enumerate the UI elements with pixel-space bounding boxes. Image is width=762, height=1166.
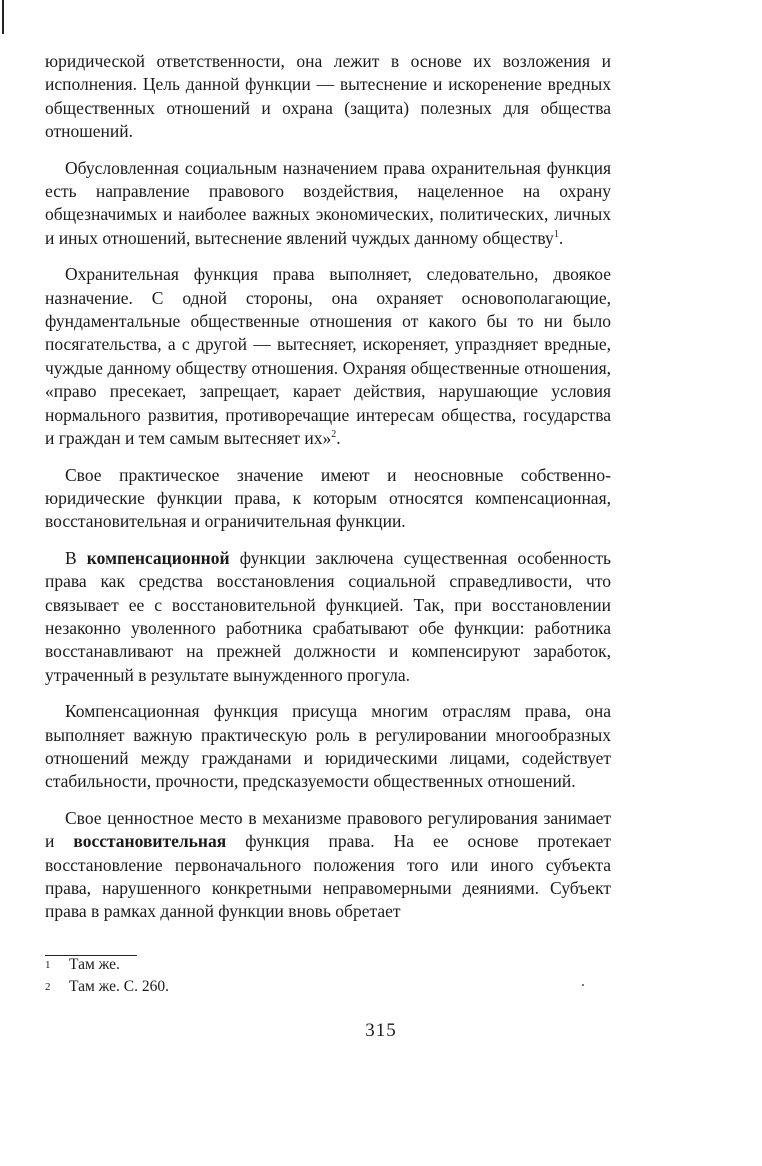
footnote-2-text: Там же. С. 260.: [69, 978, 169, 995]
paragraph-3: [45, 263, 611, 450]
paragraph-7-text: функция права. На ее основе протекает восстановление первоначального положения того или иного субъекта права, нарушенного конкретными неправомерными деяниями. Субъект права в рамках данной функции вновь обретает: [45, 831, 612, 922]
footnote-1: [45, 954, 605, 976]
paragraph-7-term: восстановительная: [73, 831, 227, 852]
footnote-1-text: Там же.: [69, 956, 120, 973]
footnotes: [45, 954, 605, 998]
paragraph-6: Компенсационная функция присуща многим отраслям права, она выполняет важную практическую роль в регулировании многообразных отношений между гражданами и юридическими лицами, содействует стабильности, прочности, предсказуемости общественных отношений.: [45, 701, 611, 792]
paragraph-2-end: .: [558, 227, 564, 248]
footnote-ref-1: 1: [553, 229, 559, 241]
footnote-1-number: 1: [45, 959, 51, 971]
paragraph-4: Свое практическое значение имеют и неосновные собственно-юридические функции права, к которым относятся компенсационная, восстановительная и ограничительная функции.: [45, 464, 611, 532]
paragraph-5-text: функции заключена существенная особенность права как средства восстановления социальной справедливости, что связывает ее с восстановительной функцией. Так, при восстановлении незаконно уволенного работника срабатывают обе функции: работника восстанавливают на прежней должности и компенсируют заработок, утраченный в результате вынужденного прогула.: [45, 547, 612, 685]
paragraph-5-term: компенсационной: [86, 547, 230, 568]
paragraph-7: [45, 807, 611, 924]
paragraph-3-text: Охранительная функция права выполняет, следовательно, двоякое назначение. С одной стороны, она охраняет основополагающие, фундаментальные общественные отношения от какого бы то ни было посягательства, а с другой — вытесняет, искореняет, упраздняет вредные, чуждые данному обществу отношения. Охраняя общественные отношения, «право пресекает, запрещает, карает действия, нарушающие условия нормального развития, противоречащие интересам общества, государства и граждан и тем самым вытесняет их»: [45, 264, 611, 449]
paragraph-5-prefix: В: [65, 547, 87, 568]
paragraph-5: [45, 547, 611, 687]
footnote-ref-2: 2: [331, 429, 337, 441]
paragraph-2: [45, 157, 611, 251]
footnote-2-number: 2: [45, 981, 51, 993]
page-number: 315: [365, 1020, 397, 1041]
paragraph-3-end: .: [336, 428, 341, 449]
scan-speck: [582, 984, 584, 986]
footnote-2: [45, 976, 605, 998]
paragraph-7-prefix: Свое ценностное место в механизме правового регулирования занимает и: [45, 807, 611, 852]
paragraph-1: юридической ответственности, она лежит в основе их возложения и исполнения. Цель данной функции — вытеснение и искоренение вредных общественных отношений и охрана (защита) полезных для общества отношений.: [45, 51, 611, 142]
body-text: [45, 50, 611, 924]
paragraph-2-text: Обусловленная социальным назначением права охранительная функция есть направление правового воздействия, нацеленное на охрану общезначимых и наиболее важных экономических, политических, личных и иных отношений, вытеснение явлений чуждых данному обществу: [45, 157, 611, 248]
scan-margin-mark: [2, 0, 4, 34]
